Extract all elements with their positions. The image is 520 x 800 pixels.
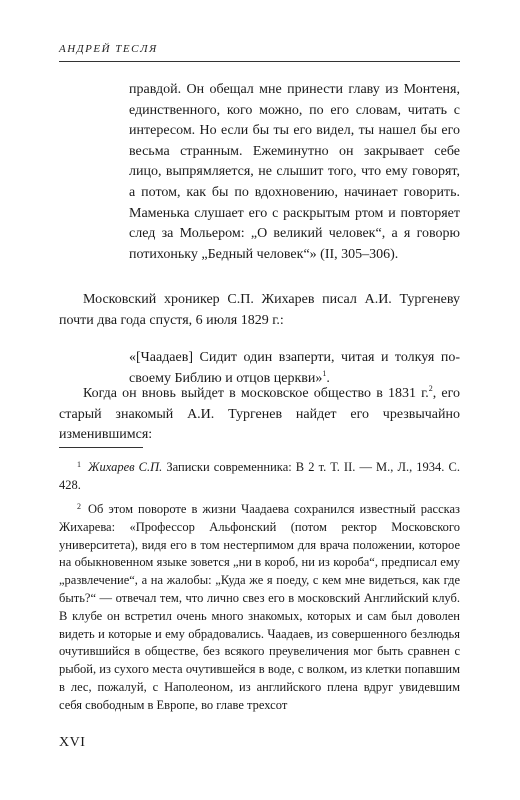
page-number: XVI: [59, 735, 86, 750]
footnote-author: Жихарев С.П.: [88, 460, 163, 474]
footnote-ref: 2: [428, 384, 433, 393]
paragraph-text: Когда он вновь выйдет в московское общество в 1831 г.: [83, 386, 429, 401]
footnote-rule: [59, 447, 143, 448]
footnote-text: Записки современника: В 2 т. Т. II. — М., Л., 1934. С. 428.: [59, 460, 460, 492]
paragraph-text: , его старый знакомый А.И. Тургенев найдет его чрезвычайно изменившимся:: [59, 386, 460, 443]
block-quote-continued: правдой. Он обещал мне принести главу из Монтеня, единственного, кого можно, по его словам, читать с интересом. Но если бы ты его видел, ты нашел бы его весьма странным. Ежеминутно он закрывает себе лицо, выпрямляется, не слышит того, что ему говорят, а потом, как бы по вдохновению, начинает говорить. Маменька слушает его с раскрытым ртом и повторяет след за Мольером: „О великий человек“, а я говорю потихоньку „Бедный человек“» (II, 305–306).: [129, 82, 460, 262]
body-paragraph: Московский хроникер С.П. Жихарев писал А.И. Тургеневу почти два года спустя, 6 июля 1829 г.:: [59, 292, 460, 328]
footnote: [59, 456, 460, 495]
footnote-number: 1: [77, 460, 81, 469]
block-quote: «[Чаадаев] Сидит один взаперти, читая и толкуя по-своему Библию и отцов церкви»$^1$.: [129, 350, 460, 386]
footnote-text: Об этом повороте в жизни Чаадаева сохранился известный рассказ Жихарева: «Профессор Альфонский (потом ректор Московского университета), видя его в том нестерпимом для врача положении, которое на обыкновенном языке зовется „ни в короб, ни из короба“, предписал ему „развлечение“, а на жалобы: „Куда же я поеду, с кем мне видеться, как где быть?“ — отвечал тем, что лично свез его в московский Английский клуб. В клубе он встретил очень много знакомых, которых и сам был доволен видеть и которые и ему обрадовались. Чаадаев, из совершенного безлюдья очутившийся в обществе, без всякого преувеличения мог быть сравнен с рыбой, из сухого места очутившейся в воде, с волком, из клетки попавшим в лес, пожалуй, с Наполеоном, из английского плена вдруг увидевшим себя свободным в Европе, во главе трехсот: [59, 502, 460, 712]
body-paragraph: [59, 384, 460, 446]
footnote-ref: 1: [322, 368, 327, 378]
header-rule: [59, 61, 460, 62]
footnote-number: 2: [77, 502, 81, 511]
running-head: АНДРЕЙ ТЕСЛЯ: [59, 43, 158, 55]
footnote: [59, 498, 460, 715]
quote-text: «[Чаадаев] Сидит один взаперти, читая и толкуя по-своему Библию и отцов церкви»: [129, 350, 460, 386]
